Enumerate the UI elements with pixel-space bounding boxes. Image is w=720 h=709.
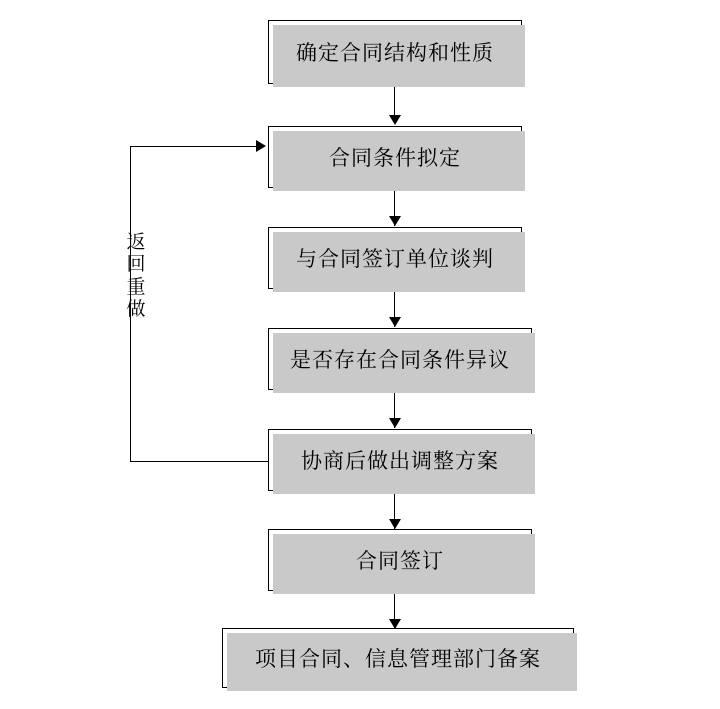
edge-n2-n3-arrow — [389, 216, 401, 226]
flow-node-7-label: 项目合同、信息管理部门备案 — [255, 647, 541, 671]
flow-node-4-label: 是否存在合同条件异议 — [290, 348, 510, 372]
flow-node-3-label: 与合同签订单位谈判 — [296, 247, 494, 271]
flow-node-3[interactable] — [268, 227, 522, 289]
edge-feedback-arrow — [256, 140, 266, 152]
flow-node-4[interactable] — [268, 328, 532, 390]
feedback-label: 返回重做 — [126, 232, 146, 321]
flow-node-6[interactable] — [268, 529, 532, 591]
flow-node-5-label: 协商后做出调整方案 — [301, 449, 499, 473]
edge-n4-n5-arrow — [389, 418, 401, 428]
flow-node-2-label: 合同条件拟定 — [329, 146, 461, 170]
edge-n5-n6-arrow — [389, 519, 401, 529]
edge-n1-n2-line — [394, 84, 395, 118]
flow-node-6-label: 合同签订 — [356, 549, 444, 573]
flow-node-1-label: 确定合同结构和性质 — [296, 41, 494, 65]
flow-node-2[interactable] — [268, 126, 522, 188]
edge-n3-n4-arrow — [389, 317, 401, 327]
edge-feedback-bottom — [130, 461, 268, 462]
flow-node-7[interactable] — [222, 628, 574, 688]
edge-feedback-top — [130, 146, 258, 147]
flow-node-1[interactable] — [268, 20, 522, 84]
flow-node-5[interactable] — [268, 429, 532, 491]
edge-n1-n2-arrow — [389, 115, 401, 125]
